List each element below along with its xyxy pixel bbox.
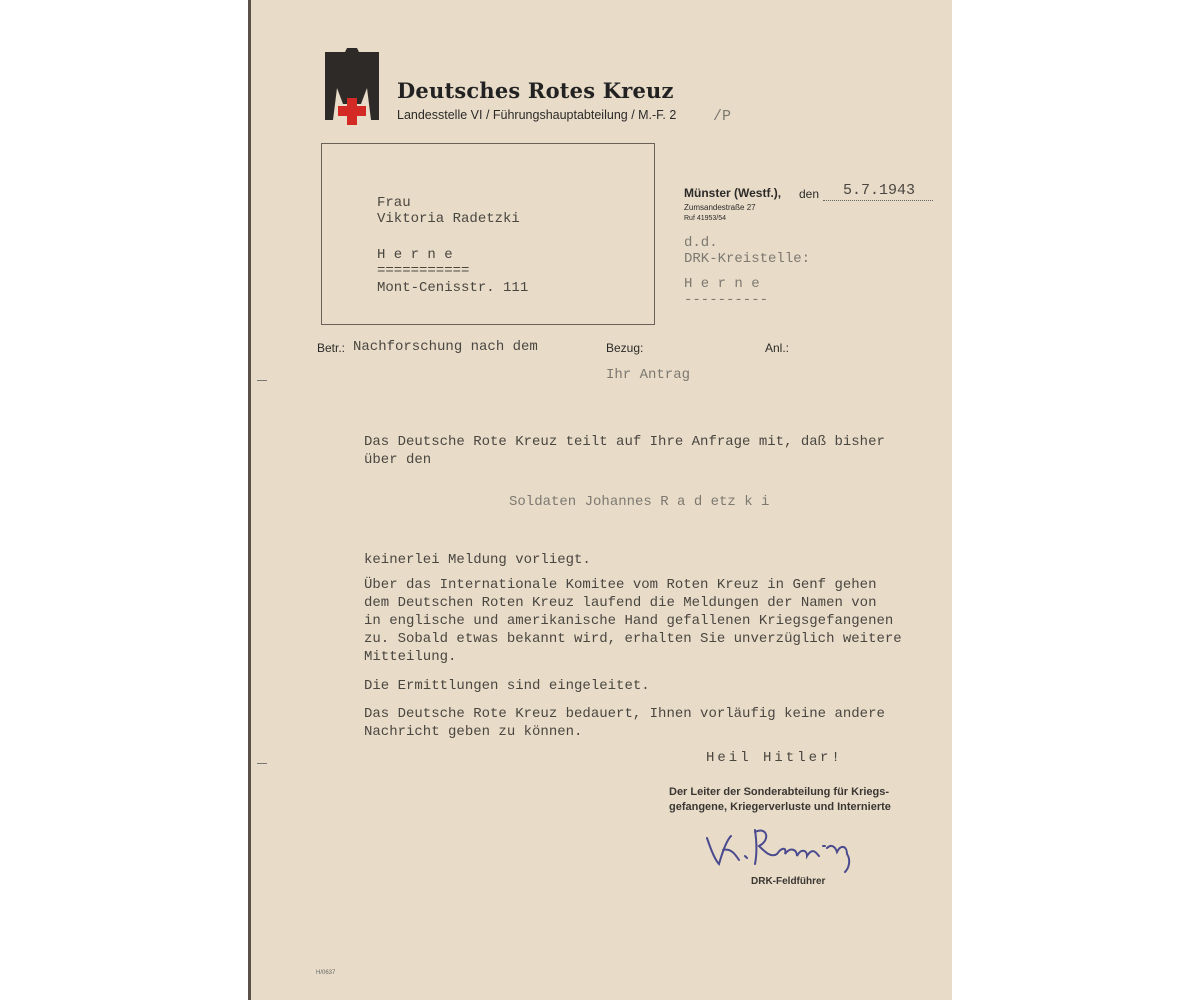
recipient-salutation: Frau bbox=[377, 195, 411, 211]
body-line: zu. Sobald etwas bekannt wird, erhalten Sie unverzüglich weitere bbox=[364, 631, 902, 647]
copy-to-office: DRK-Kreistelle: bbox=[684, 251, 811, 267]
department-line: Landesstelle VI / Führungshauptabteilung / M.-F. 2 bbox=[397, 108, 677, 122]
recipient-street: Mont-Cenisstr. 111 bbox=[377, 280, 529, 296]
handwritten-ref: /P bbox=[713, 108, 732, 125]
body-line: Über das Internationale Komitee vom Roten Kreuz in Genf gehen bbox=[364, 577, 877, 593]
office-phone: Ruf 41953/54 bbox=[684, 215, 727, 222]
closing: Heil Hitler! bbox=[706, 750, 843, 766]
betr-value: Nachforschung nach dem bbox=[353, 339, 538, 355]
copy-to-city: H e r n e bbox=[684, 276, 760, 292]
copy-to-underline: ---------- bbox=[684, 292, 769, 308]
drk-emblem-logo bbox=[321, 48, 383, 126]
body-line: in englische und amerikanische Hand gefallenen Kriegsgefangenen bbox=[364, 613, 894, 629]
address-window bbox=[321, 143, 655, 325]
copy-to-label: d.d. bbox=[684, 235, 718, 251]
body-line: Das Deutsche Rote Kreuz bedauert, Ihnen vorläufig keine andere bbox=[364, 706, 885, 722]
handwritten-signature bbox=[701, 820, 881, 875]
betr-label: Betr.: bbox=[317, 341, 346, 355]
signatory-title: gefangene, Kriegerverluste und Internierte bbox=[669, 801, 891, 813]
body-line: dem Deutschen Roten Kreuz laufend die Meldungen der Namen von bbox=[364, 595, 877, 611]
bezug-label: Bezug: bbox=[606, 341, 644, 355]
recipient-city-underline: =========== bbox=[377, 263, 470, 279]
fold-mark bbox=[257, 763, 267, 764]
subject-name: Soldaten Johannes R a d etz k i bbox=[509, 494, 770, 510]
anl-label: Anl.: bbox=[765, 341, 790, 355]
fold-mark bbox=[257, 380, 267, 381]
body-line: Die Ermittlungen sind eingeleitet. bbox=[364, 678, 650, 694]
organization-name: Deutsches Rotes Kreuz bbox=[397, 78, 674, 103]
body-line: Nachricht geben zu können. bbox=[364, 724, 583, 740]
body-line: keinerlei Meldung vorliegt. bbox=[364, 552, 591, 568]
date-line bbox=[823, 200, 933, 201]
letter-date: 5.7.1943 bbox=[843, 182, 916, 199]
den-label: den bbox=[799, 187, 820, 201]
recipient-name: Viktoria Radetzki bbox=[377, 211, 520, 227]
letter-page bbox=[248, 0, 952, 1000]
recipient-city: H e r n e bbox=[377, 247, 453, 263]
signatory-rank: DRK-Feldführer bbox=[751, 876, 826, 887]
form-code: H/0637 bbox=[316, 970, 336, 976]
body-line: über den bbox=[364, 452, 432, 468]
body-line: Das Deutsche Rote Kreuz teilt auf Ihre Anfrage mit, daß bisher bbox=[364, 434, 885, 450]
body-line: Mitteilung. bbox=[364, 649, 457, 665]
place: Münster (Westf.), bbox=[684, 186, 782, 200]
signatory-title: Der Leiter der Sonderabteilung für Kriegs- bbox=[669, 786, 890, 798]
office-street: Zumsandestraße 27 bbox=[684, 203, 756, 212]
bezug-value: Ihr Antrag bbox=[606, 367, 691, 383]
